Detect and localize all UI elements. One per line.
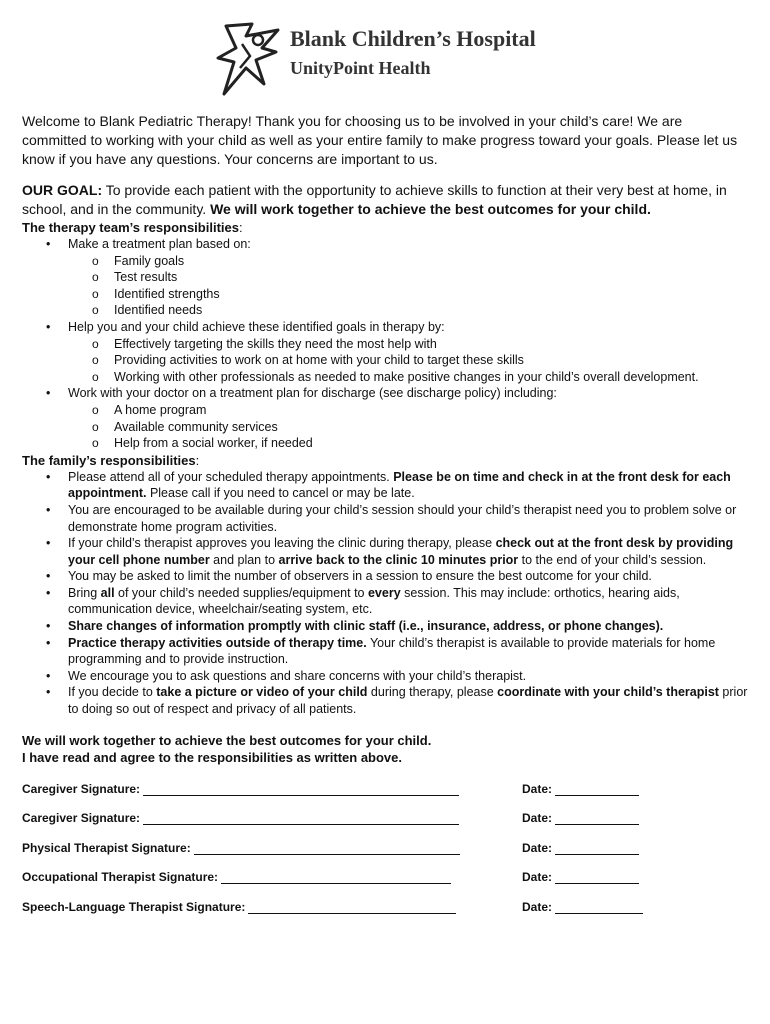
goal-label: OUR GOAL: (22, 182, 103, 198)
goal-paragraph (22, 181, 750, 219)
sub-list-item: o Test results (68, 269, 750, 286)
sub-list-item: o Available community services (68, 419, 750, 436)
list-item (22, 319, 750, 385)
signature-row-caregiver-2 (22, 811, 750, 841)
date-wrap (522, 870, 639, 884)
date-label: Date: (522, 870, 553, 885)
item-bold: check out at the front desk by providing your cell phone number (68, 536, 734, 567)
document-body (22, 112, 750, 929)
item-bold: Share changes of information promptly with clinic staff (i.e., insurance, address, or phone changes). (68, 619, 664, 634)
signature-label: Caregiver Signature: (22, 811, 141, 826)
closing-line-2: I have read and agree to the responsibilities as written above. (22, 749, 403, 765)
date-label: Date: (522, 811, 553, 826)
speech-therapist-signature-field[interactable] (248, 901, 456, 914)
list-item (22, 635, 750, 668)
signature-label-wrap (22, 900, 456, 914)
item-text: If your child’s therapist approves you leaving the clinic during therapy, please (68, 536, 496, 551)
list-item: • You may be asked to limit the number of observers in a session to ensure the best outcome for your child. (22, 568, 750, 585)
list-item-text: Help you and your child achieve these identified goals in therapy by: (68, 319, 445, 334)
sub-list-item: o Help from a social worker, if needed (68, 435, 750, 452)
item-text: prior to doing so out of respect and privacy of all patients. (68, 685, 748, 717)
item-bold: arrive back to the clinic 10 minutes prior (278, 552, 519, 567)
sub-list-item: o A home program (68, 402, 750, 419)
date-label: Date: (522, 781, 553, 796)
date-wrap (522, 811, 639, 825)
sub-list-item: o Working with other professionals as needed to make positive changes in your child’s overall development. (68, 369, 750, 386)
goal-bold-text: We will work together to achieve the best outcomes for your child. (210, 201, 651, 217)
list-item: • We encourage you to ask questions and share concerns with your child’s therapist. (22, 668, 750, 685)
signature-label-wrap (22, 782, 459, 796)
item-bold: Please be on time and check in at the front desk for each appointment. (68, 469, 731, 501)
caregiver-date-field[interactable] (555, 783, 639, 796)
health-system-name: UnityPoint Health (290, 58, 431, 78)
sub-list-item: o Identified strengths (68, 286, 750, 303)
signature-label: Speech-Language Therapist Signature: (22, 899, 246, 914)
date-wrap (522, 841, 639, 855)
team-heading-text: The therapy team’s responsibilities (22, 220, 239, 235)
item-bold: Practice therapy activities outside of therapy time. (68, 635, 367, 650)
goal-text: To provide each patient with the opportunity to achieve skills to function at their very best at home, in school, and in the community. (22, 182, 727, 217)
list-item (22, 684, 750, 717)
signature-row-caregiver-1 (22, 782, 750, 812)
physical-therapist-date-field[interactable] (555, 842, 639, 855)
item-text: Your child’s therapist is available to provide materials for home programming and to provide instruction. (68, 635, 716, 667)
family-responsibilities-list (22, 469, 750, 718)
caregiver-signature-field[interactable] (143, 783, 459, 796)
list-item (22, 469, 750, 502)
caregiver-2-signature-field[interactable] (143, 812, 459, 825)
list-item (22, 585, 750, 618)
signature-label: Occupational Therapist Signature: (22, 870, 219, 885)
signature-label: Caregiver Signature: (22, 781, 141, 796)
signature-row-speech-therapist (22, 900, 750, 930)
date-label: Date: (522, 840, 553, 855)
sub-list (68, 253, 750, 319)
occupational-therapist-date-field[interactable] (555, 871, 639, 884)
signature-label: Physical Therapist Signature: (22, 840, 191, 855)
list-item-text: Work with your doctor on a treatment plan for discharge (see discharge policy) including: (68, 386, 557, 401)
signature-label-wrap (22, 841, 460, 855)
sub-list-item: o Identified needs (68, 302, 750, 319)
item-text: Please attend all of your scheduled therapy appointments. (68, 469, 394, 484)
speech-therapist-date-field[interactable] (555, 901, 643, 914)
date-wrap (522, 900, 643, 914)
family-heading (22, 452, 750, 469)
list-item (22, 236, 750, 319)
item-text: and plan to (209, 552, 279, 567)
item-bold: every (367, 585, 401, 600)
item-bold: all (100, 585, 115, 600)
hospital-logo-icon (212, 22, 290, 98)
item-text: If you decide to (68, 685, 157, 700)
list-item (22, 535, 750, 568)
date-label: Date: (522, 899, 553, 914)
signature-row-physical-therapist (22, 841, 750, 871)
item-text: Please call if you need to cancel or may be late. (146, 486, 415, 501)
sub-list-item: o Effectively targeting the skills they need the most help with (68, 336, 750, 353)
occupational-therapist-signature-field[interactable] (221, 871, 451, 884)
team-heading-colon: : (238, 220, 243, 235)
item-bold: take a picture or video of your child (156, 685, 368, 700)
sub-list (68, 402, 750, 452)
list-item (22, 385, 750, 451)
item-text: to the end of your child’s session. (518, 552, 707, 567)
closing-statement (22, 732, 750, 766)
team-responsibilities-list (22, 236, 750, 452)
item-text: of your child’s needed supplies/equipment to (114, 585, 368, 600)
item-text: session. This may include: orthotics, hearing aids, communication device, wheelchair/seating system, etc. (68, 585, 680, 617)
list-item: • You are encouraged to be available during your child’s session should your child’s therapist need you to problem solve or demonstrate home program activities. (22, 502, 750, 535)
hospital-name: Blank Children’s Hospital (290, 26, 536, 51)
hospital-header (212, 22, 572, 98)
sub-list-item: o Providing activities to work on at home with your child to target these skills (68, 352, 750, 369)
welcome-paragraph: Welcome to Blank Pediatric Therapy! Thank you for choosing us to be involved in your child’s care! We are committed to working with your child as well as your entire family to make progress toward your goals. Please let us know if you have any questions. Your concerns are important to us. (22, 113, 738, 167)
sub-list (68, 336, 750, 386)
item-bold: coordinate with your child’s therapist (497, 685, 719, 700)
signature-label-wrap (22, 811, 459, 825)
list-item (22, 618, 750, 635)
item-text: during therapy, please (367, 685, 498, 700)
sub-list-item: o Family goals (68, 253, 750, 270)
family-heading-text: The family’s responsibilities (22, 452, 196, 468)
item-text: Bring (68, 585, 101, 600)
caregiver-2-date-field[interactable] (555, 812, 639, 825)
team-heading (22, 219, 750, 236)
closing-line-1: We will work together to achieve the best outcomes for your child. (22, 732, 432, 748)
date-wrap (522, 782, 639, 796)
physical-therapist-signature-field[interactable] (194, 842, 460, 855)
family-heading-colon: : (195, 452, 200, 468)
signature-label-wrap (22, 870, 451, 884)
signature-section (22, 782, 750, 930)
list-item-text: Make a treatment plan based on: (68, 237, 251, 251)
signature-row-occupational-therapist (22, 870, 750, 900)
